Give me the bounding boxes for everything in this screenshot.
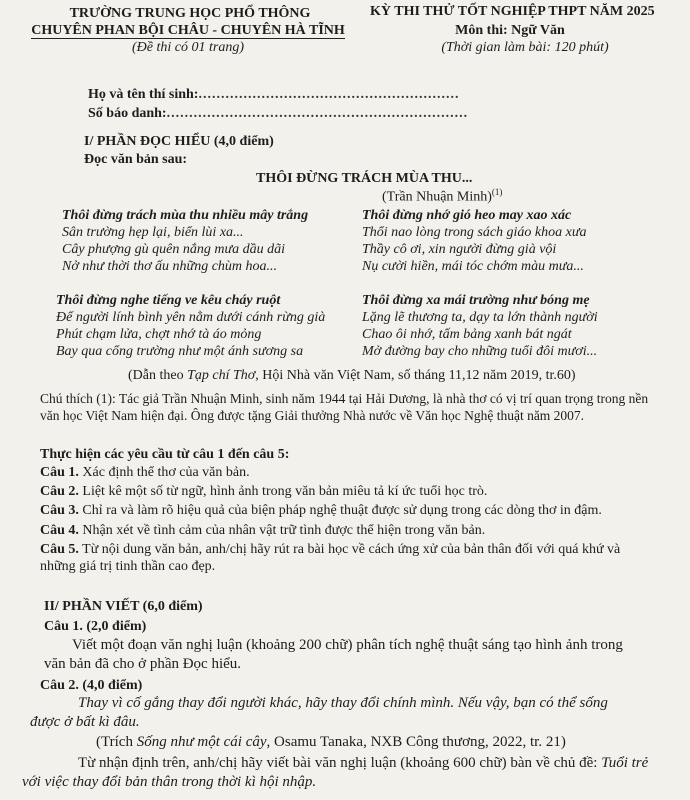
question-3: Câu 3. Chỉ ra và làm rõ hiệu quả của biện pháp nghệ thuật được sử dụng trong các dòng thơ in đậm. — [40, 503, 602, 518]
tasks-heading: Thực hiện các yêu cầu từ câu 1 đến câu 5: — [40, 447, 290, 462]
poem-author: (Trần Nhuận Minh)$^{(1)}$ — [382, 187, 503, 205]
part2-heading: II/ PHẦN VIẾT (6,0 điểm) — [44, 599, 203, 614]
poem-stanza-1-right: Thôi đừng nhớ gió heo may xao xác Thổi nao lòng trong sách giáo khoa xưa Thầy cô ơi, xin người đừng già vội Nụ cười hiền, mái tóc chớm màu mưa... — [362, 208, 587, 274]
poem-stanza-1-left: Thôi đừng trách mùa thu nhiều mây trắng Sân trường hẹp lại, biển lùi xa... Cây phượng gù quên nắng mưa dầu dãi Nở như thời thơ ấu những chùm hoa... — [62, 208, 309, 274]
part1-instruction: Đọc văn bản sau: — [84, 152, 188, 167]
question-4: Câu 4. Nhận xét về tình cảm của nhân vật trữ tình được thể hiện trong văn bản. — [40, 523, 486, 538]
exam-subject: Môn thi: Ngữ Văn — [455, 23, 565, 38]
part1-heading: I/ PHẦN ĐỌC HIỂU (4,0 điểm) — [84, 134, 274, 149]
exam-title: KỲ THI THỬ TỐT NGHIỆP THPT NĂM 2025 — [370, 4, 655, 19]
question-1: Câu 1. Xác định thể thơ của văn bản. — [40, 465, 250, 480]
school-name-line1: TRƯỜNG TRUNG HỌC PHỔ THÔNG — [69, 6, 311, 21]
part2-q2-label: Câu 2. (4,0 điểm) — [40, 678, 143, 693]
question-list — [40, 464, 652, 575]
poem-stanza-2-right: Thôi đừng xa mái trường như bóng mẹ Lặng lẽ thương ta, dạy ta lớn thành người Chao ôi nhớ, tấm bảng xanh bát ngát Mở đường bay cho những tuổi đôi mươi... — [362, 293, 598, 359]
school-name-line2: CHUYÊN PHAN BỘI CHÂU - CHUYÊN HÀ TĨNH — [31, 23, 345, 38]
part2-quote: Thay vì cố gắng thay đổi người khác, hãy thay đổi chính mình. Nếu vậy, bạn có thể sống được ở bất kì đâu. — [30, 695, 608, 730]
quote-source: (Trích Sống như một cái cây, Osamu Tanaka, NXB Công thương, 2022, tr. 21) — [96, 734, 566, 750]
part2-q2-text: Từ nhận định trên, anh/chị hãy viết bài văn nghị luận (khoảng 600 chữ) bàn về chủ đề: Tuổi trẻ với việc thay đổi bản thân trong thời kì hội nhập. — [22, 755, 649, 790]
poem-title: THÔI ĐỪNG TRÁCH MÙA THU... — [256, 171, 473, 186]
poem-stanza-2-left: Thôi đừng nghe tiếng ve kêu cháy ruột Để người lính bình yên nằm dưới cánh rừng già Phút chạm lửa, chợt nhớ tà áo mỏng Bay qua cổng trường như một ánh sương sa — [56, 293, 326, 359]
exam-time-note: (Thời gian làm bài: 120 phút) — [441, 40, 609, 55]
part2-q1-text: Viết một đoạn văn nghị luận (khoảng 200 chữ) phân tích nghệ thuật sáng tạo hình ảnh trong văn bản đã cho ở phần Đọc hiểu. — [44, 637, 623, 672]
part2-q1-label: Câu 1. (2,0 điểm) — [44, 619, 147, 634]
poem-source: (Dẫn theo Tạp chí Thơ, Hội Nhà văn Việt Nam, số tháng 11,12 năm 2019, tr.60) — [128, 368, 576, 383]
footnote: Chú thích (1): Tác giả Trần Nhuận Minh, sinh năm 1944 tại Hải Dương, là nhà thơ có vị trí quan trọng trong nền văn học Việt Nam hiện đại. Ông được tặng Giải thưởng Nhà nước về Văn học Nghệ thuật năm 2007. — [40, 391, 649, 423]
candidate-name-row: Họ và tên thí sinh:.......................................................... — [88, 87, 460, 102]
question-5: Câu 5. Từ nội dung văn bản, anh/chị hãy rút ra bài học về cách ứng xử của bản thân đối với quá khứ và những giá trị tinh thần cao đẹp. — [40, 542, 621, 574]
pages-note: (Đề thi có 01 trang) — [132, 40, 244, 55]
question-2: Câu 2. Liệt kê một số từ ngữ, hình ảnh trong văn bản miêu tả kí ức tuổi học trò. — [40, 484, 488, 499]
candidate-id-row: Số báo danh:................................................................... — [88, 106, 469, 121]
